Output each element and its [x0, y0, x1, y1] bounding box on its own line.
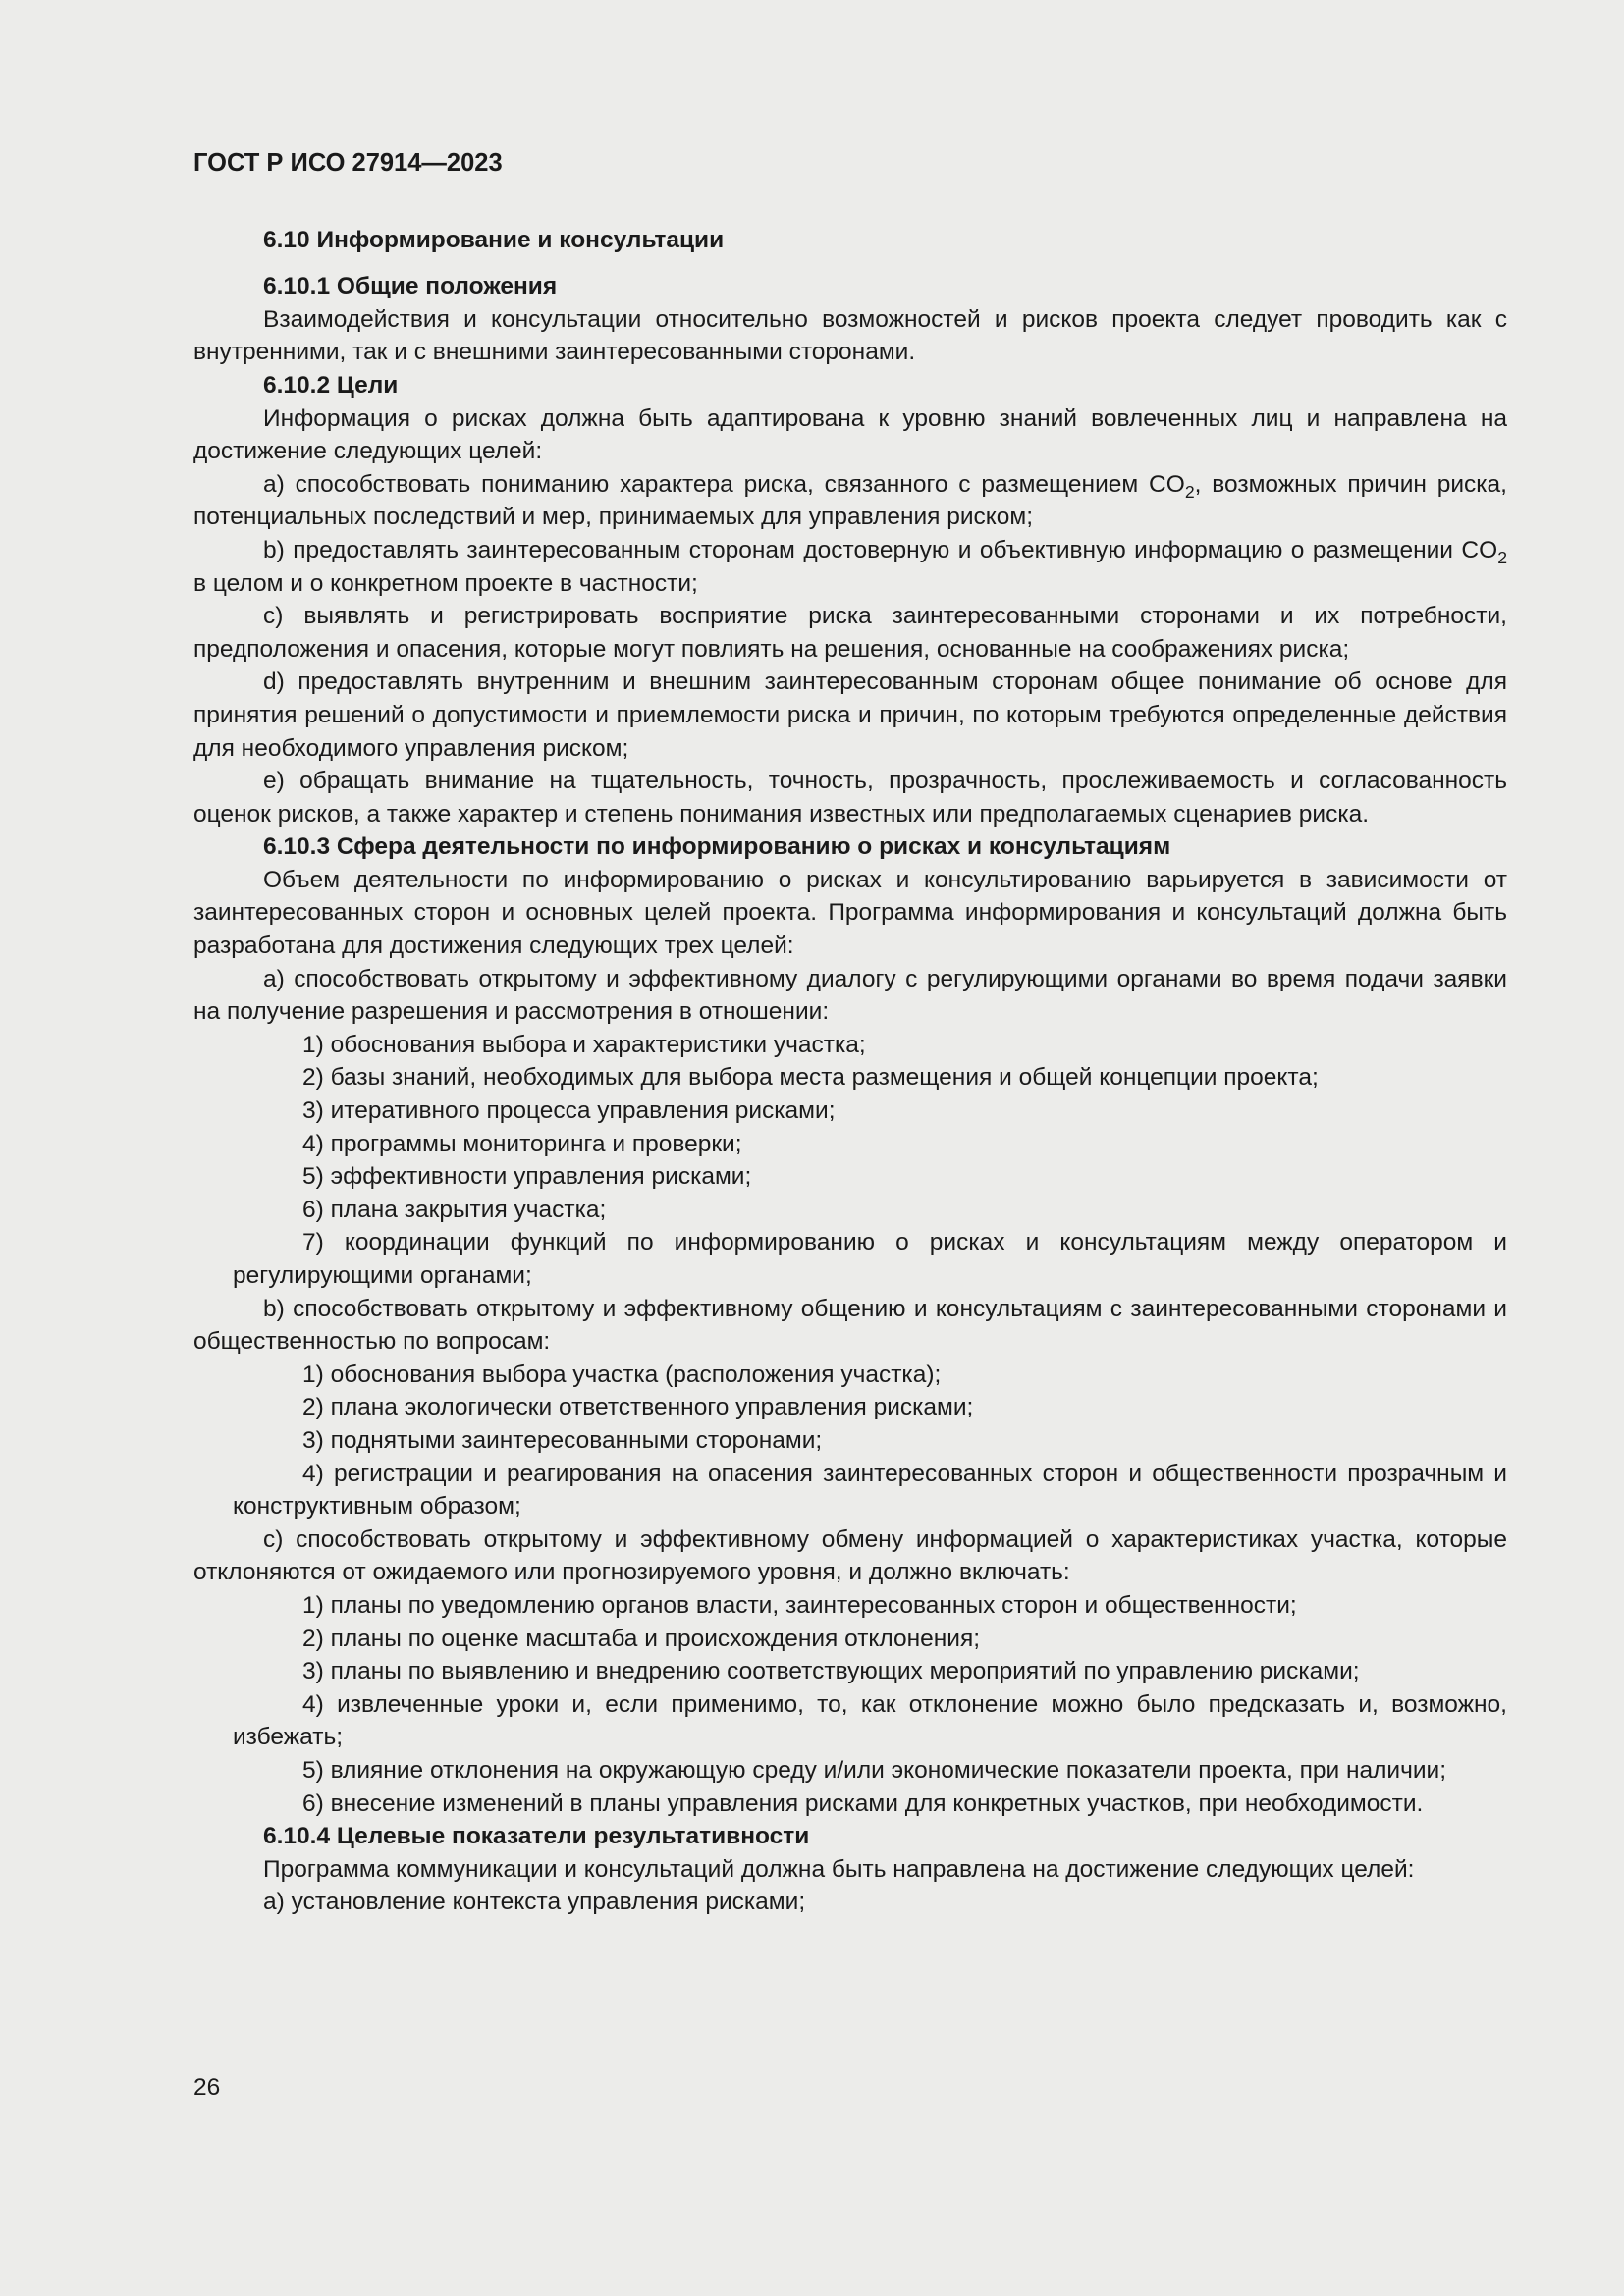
list-item: a) установление контекста управления рисками; [263, 1889, 806, 1916]
section-heading-6-10: 6.10 Информирование и консультации [263, 226, 725, 253]
sublist-item: 4) регистрации и реагирования на опасения заинтересованных сторон и общественности прозрачным и конструктивным образом; [233, 1460, 1507, 1521]
sublist-item: 6) внесение изменений в планы управления рисками для конкретных участков, при необходимости. [302, 1789, 1424, 1817]
subsection-heading-6-10-3: 6.10.3 Сфера деятельности по информированию о рисках и консультациям [263, 833, 1171, 861]
list-item: b) предоставлять заинтересованным сторонам достоверную и объективную информацию о размещении $CO_2$ в целом и о конкретном проекте в частности; [193, 536, 1507, 597]
sublist-a [193, 1029, 1507, 1293]
paragraph: Объем деятельности по информированию о рисках и консультированию варьируется в зависимости от заинтересованных сторон и основных целей проекта. Программа информирования и консультаций должна быть разработана для достижения следующих трех целей: [193, 866, 1507, 960]
list-item: c) способствовать открытому и эффективному обмену информацией о характеристиках участка, которые отклоняются от ожидаемого или прогнозируемого уровня, и должно включать: [193, 1525, 1507, 1586]
paragraph: Информация о рисках должна быть адаптирована к уровню знаний вовлеченных лиц и направлена на достижение следующих целей: [193, 404, 1507, 465]
list-item: d) предоставлять внутренним и внешним заинтересованным сторонам общее понимание об основе для принятия решений о допустимости и приемлемости риска и причин, по которым требуются определенные действия для необходимого управления риском; [193, 668, 1507, 762]
subsection-heading-6-10-1: 6.10.1 Общие положения [263, 273, 558, 300]
paragraph: Программа коммуникации и консультаций должна быть направлена на достижение следующих целей: [263, 1855, 1415, 1883]
list-item: a) способствовать открытому и эффективному диалогу с регулирующими органами во время подачи заявки на получение разрешения и рассмотрения в отношении: [193, 965, 1507, 1026]
subsection-heading-6-10-2: 6.10.2 Цели [263, 371, 399, 399]
sublist-item: 4) извлеченные уроки и, если применимо, то, как отклонение можно было предсказать и, возможно, избежать; [233, 1690, 1507, 1751]
list-item: a) способствовать пониманию характера риска, связанного с размещением $CO_2$, возможных причин риска, потенциальных последствий и мер, принимаемых для управления риском; [193, 470, 1507, 531]
sublist-item: 1) обоснования выбора и характеристики участка; [302, 1031, 866, 1058]
sublist-item: 5) влияние отклонения на окружающую среду и/или экономические показатели проекта, при наличии; [302, 1756, 1447, 1784]
sublist-item: 2) планы по оценке масштаба и происхождения отклонения; [302, 1625, 981, 1652]
subsection-heading-6-10-4: 6.10.4 Целевые показатели результативности [263, 1823, 810, 1850]
standard-id-header: ГОСТ Р ИСО 27914—2023 [193, 149, 503, 177]
list-item: c) выявлять и регистрировать восприятие риска заинтересованными сторонами и их потребности, предположения и опасения, которые могут повлиять на решения, основанные на соображениях риска; [193, 603, 1507, 663]
sublist-item: 3) итеративного процесса управления рисками; [302, 1097, 836, 1125]
sublist-c [193, 1589, 1507, 1820]
sublist-item: 3) планы по выявлению и внедрению соответствующих мероприятий по управлению рисками; [302, 1658, 1360, 1685]
sublist-item: 7) координации функций по информированию о рисках и консультациям между оператором и регулирующими органами; [233, 1229, 1507, 1289]
sublist-item: 3) поднятыми заинтересованными сторонами; [302, 1426, 823, 1454]
sublist-item: 5) эффективности управления рисками; [302, 1163, 752, 1191]
sublist-item: 1) обоснования выбора участка (расположения участка); [302, 1361, 942, 1388]
sublist-item: 6) плана закрытия участка; [302, 1196, 607, 1223]
sublist-b [193, 1359, 1507, 1523]
sublist-item: 2) плана экологически ответственного управления рисками; [302, 1394, 974, 1421]
page-number: 26 [193, 2074, 221, 2101]
paragraph: Взаимодействия и консультации относительно возможностей и рисков проекта следует проводить как с внутренними, так и с внешними заинтересованными сторонами. [193, 305, 1507, 366]
list-item: e) обращать внимание на тщательность, точность, прозрачность, прослеживаемость и согласованность оценок рисков, а также характер и степень понимания известных или предполагаемых сценариев риска. [193, 768, 1507, 828]
sublist-item: 1) планы по уведомлению органов власти, заинтересованных сторон и общественности; [302, 1591, 1297, 1619]
list-item: b) способствовать открытому и эффективному общению и консультациям с заинтересованными сторонами и общественностью по вопросам: [193, 1295, 1507, 1356]
sublist-item: 2) базы знаний, необходимых для выбора места размещения и общей концепции проекта; [302, 1064, 1319, 1092]
sublist-item: 4) программы мониторинга и проверки; [302, 1130, 742, 1157]
